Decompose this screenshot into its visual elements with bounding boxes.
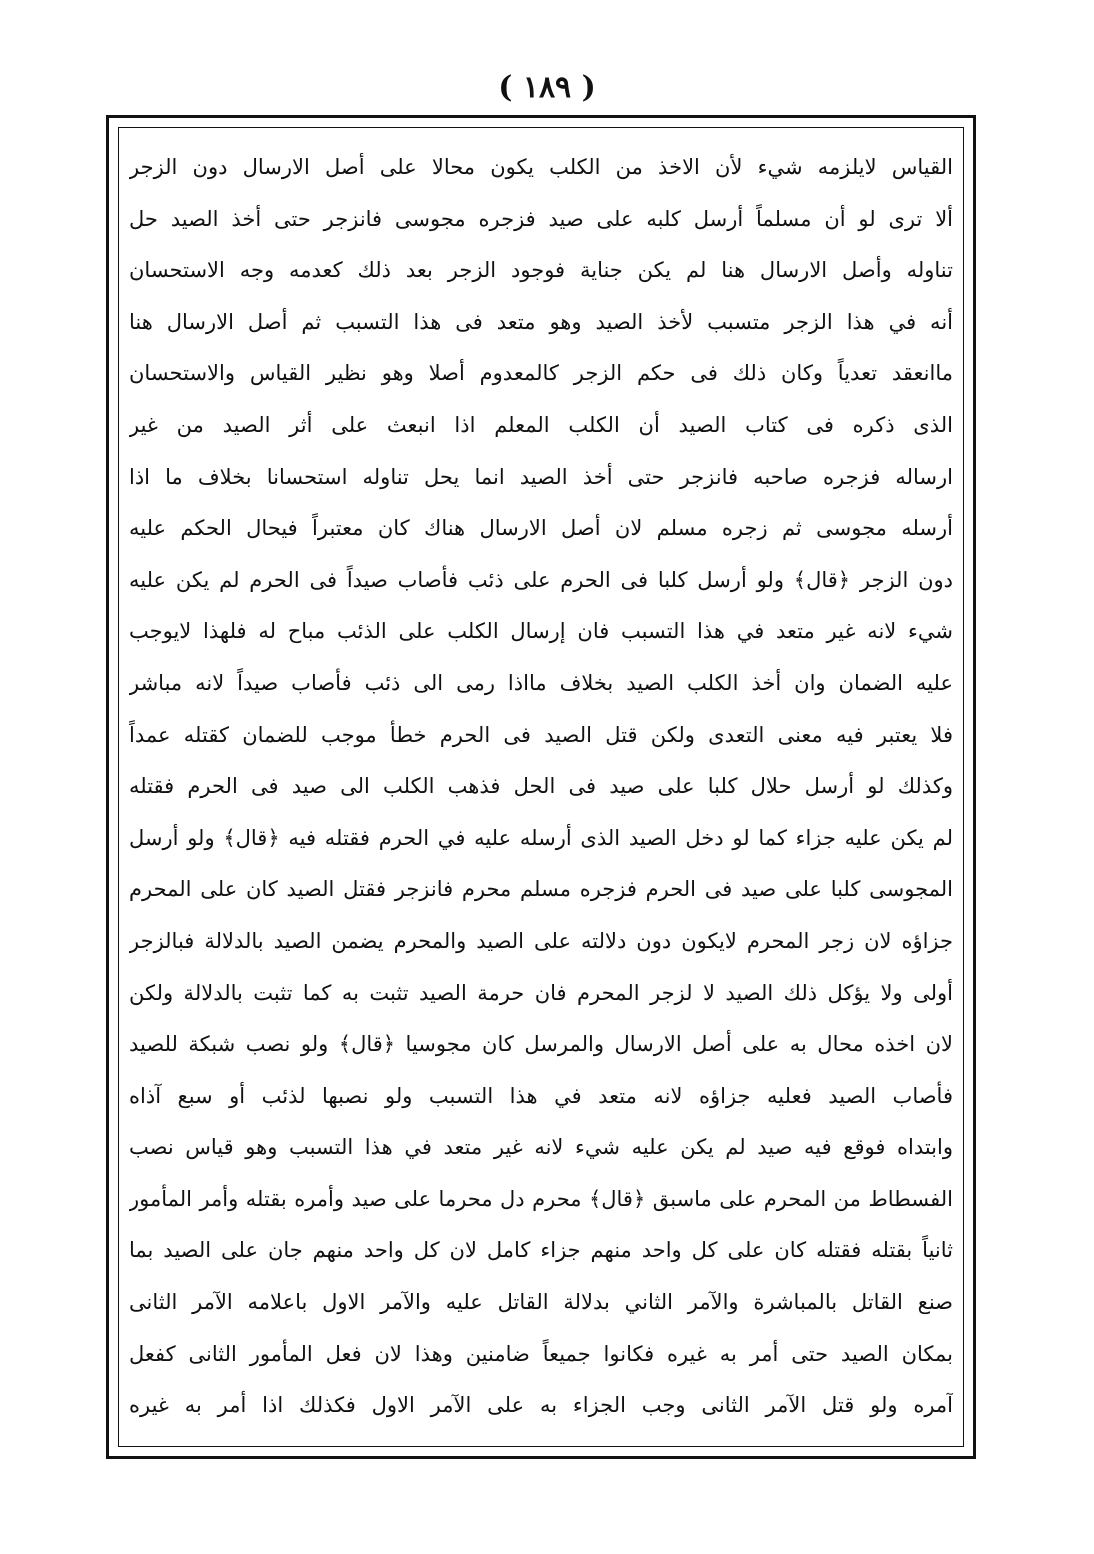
text-line: دون الزجر ﴿قال﴾ ولو أرسل كلبا فى الحرم على ذئب فأصاب صيداً فى الحرم لم يكن عليه (129, 567, 953, 592)
text-line: فلا يعتبر فيه معنى التعدى ولكن قتل الصيد فى الحرم خطأ موجب للضمان كقتله عمداً (129, 722, 953, 747)
text-line: وكذلك لو أرسل حلال كلبا على صيد فى الحل فذهب الكلب الى صيد فى الحرم فقتله (129, 774, 953, 799)
text-line: الفسطاط من المحرم على ماسبق ﴿قال﴾ محرم دل محرما على صيد وأمره بقتله وأمر المأمور (129, 1186, 953, 1211)
text-line: لان اخذه محال به على أصل الارسال والمرسل كان مجوسيا ﴿قال﴾ ولو نصب شبكة للصيد (129, 1032, 953, 1057)
page-border-outer (106, 115, 976, 1459)
text-line: تناوله وأصل الارسال هنا لم يكن جناية فوجود الزجر بعد ذلك كعدمه وجه الاستحسان (129, 258, 953, 283)
text-line: القياس لايلزمه شيء لأن الاخذ من الكلب يكون محالا على أصل الارسال دون الزجر (129, 155, 953, 179)
text-line: ماانعقد تعدياً وكان ذلك فى حكم الزجر كالمعدوم أصلا وهو نظير القياس والاستحسان (129, 361, 953, 386)
text-line: وابتداه فوقع فيه صيد لم يكن عليه شيء لانه غير متعد في هذا التسبب وهو قياس نصب (129, 1135, 953, 1160)
page-number: ( ١٨٩ ) (498, 70, 596, 105)
text-line: لم يكن عليه جزاء كما لو دخل الصيد الذى أرسله عليه في الحرم فقتله فيه ﴿قال﴾ ولو أرسل (129, 825, 953, 850)
text-line: الذى ذكره فى كتاب الصيد أن الكلب المعلم اذا انبعث على أثر الصيد من غير (129, 412, 953, 437)
text-line: ارساله فزجره صاحبه فانزجر حتى أخذ الصيد انما يحل تناوله استحسانا بخلاف ما اذا (129, 464, 953, 489)
text-line: أولى ولا يؤكل ذلك الصيد لا لزجر المحرم فان حرمة الصيد تثبت به كما تثبت بالدلالة ولكن (129, 980, 953, 1005)
text-line: عليه الضمان وان أخذ الكلب الصيد بخلاف مااذا رمى الى ذئب فأصاب صيداً لانه مباشر (129, 670, 953, 695)
text-line: صنع القاتل بالمباشرة والآمر الثاني بدلالة القاتل عليه والآمر الاول باعلامه الآمر الثانى (129, 1290, 953, 1315)
text-line: ثانياً بقتله فقتله كان على كل واحد منهم جزاء كامل لان كل واحد منهم جان على الصيد بما (129, 1238, 953, 1263)
text-line: آمره ولو قتل الآمر الثانى وجب الجزاء به على الآمر الاول فكذلك اذا أمر به غيره (129, 1393, 953, 1418)
text-line: جزاؤه لان زجر المحرم لايكون دون دلالته على الصيد والمحرم يضمن الصيد بالدلالة فبالزجر (129, 928, 953, 953)
text-block (118, 127, 964, 1447)
text-line: بمكان الصيد حتى أمر به غيره فكانوا جميعاً ضامنين وهذا لان فعل المأمور الثانى كفعل (129, 1341, 953, 1366)
text-line: أنه في هذا الزجر متسبب لأخذ الصيد وهو متعد فى هذا التسبب ثم أصل الارسال هنا (129, 309, 953, 334)
text-line: فأصاب الصيد فعليه جزاؤه لانه متعد في هذا التسبب ولو نصبها لذئب أو سبع آذاه (129, 1083, 953, 1108)
text-line: المجوسى كلبا على صيد فى الحرم فزجره مسلم محرم فانزجر فقتل الصيد كان على المحرم (129, 877, 953, 902)
text-line: أرسله مجوسى ثم زجره مسلم لان أصل الارسال هناك كان معتبراً فيحال الحكم عليه (129, 516, 953, 541)
text-line: شيء لانه غير متعد في هذا التسبب فان إرسال الكلب على الذئب مباح له فلهذا لايوجب (129, 619, 953, 644)
text-line: ألا ترى لو أن مسلماً أرسل كلبه على صيد فزجره مجوسى فانزجر حتى أخذ الصيد حل (129, 206, 953, 231)
